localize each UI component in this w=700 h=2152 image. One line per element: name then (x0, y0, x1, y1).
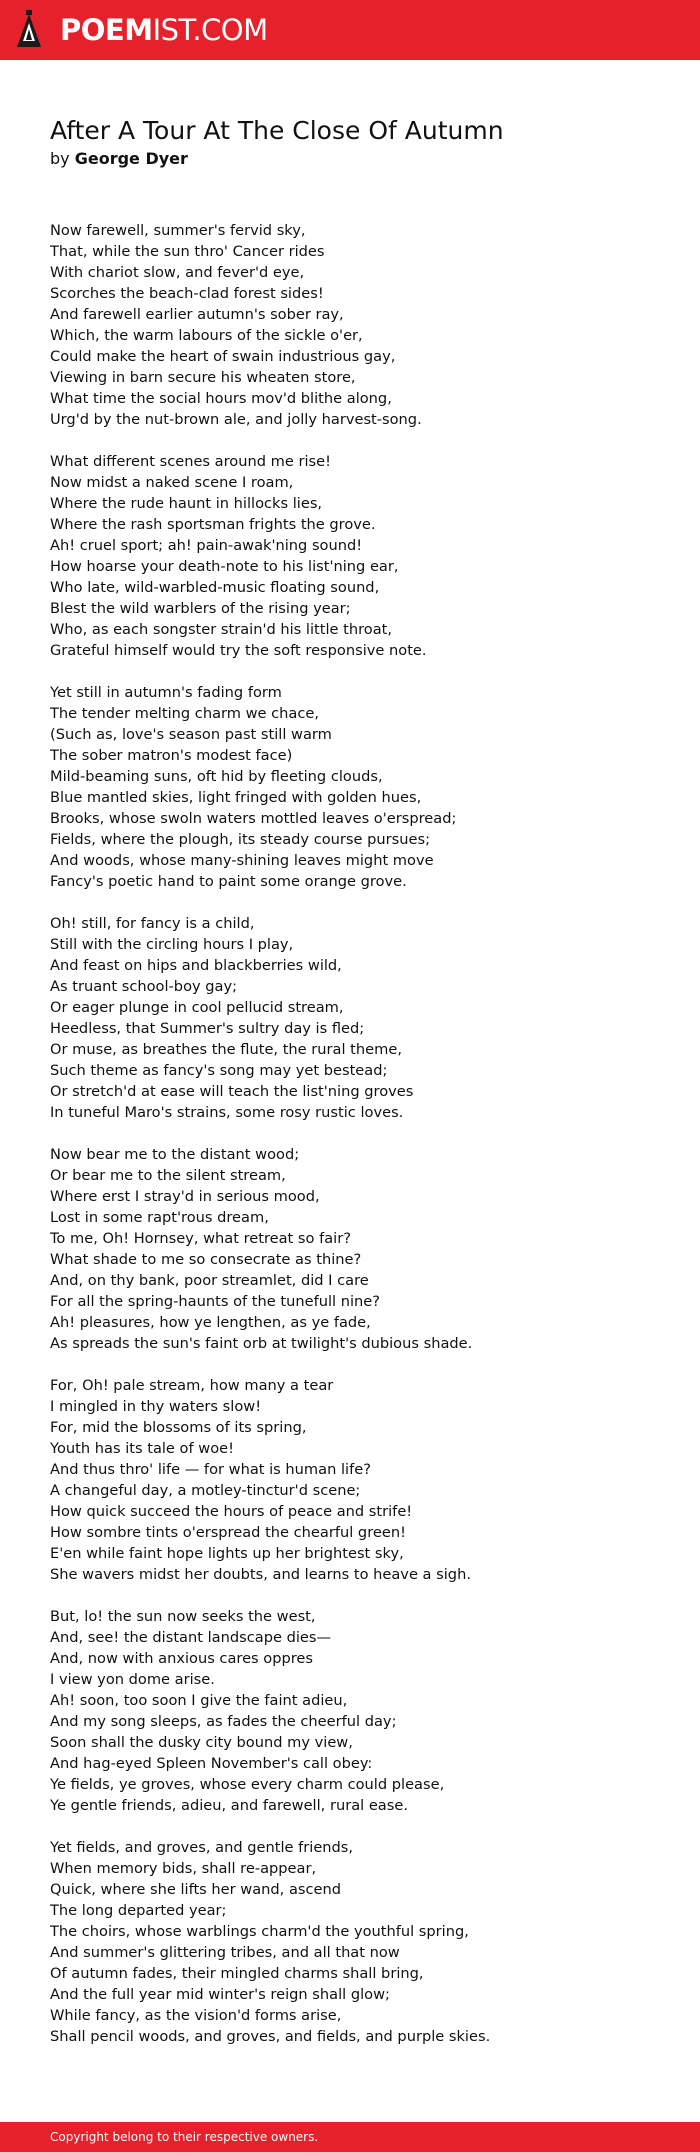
poem-line: And woods, whose many-shining leaves might move (50, 852, 434, 869)
poem-line: Now midst a naked scene I roam, (50, 474, 294, 491)
poem-line: How quick succeed the hours of peace and strife! (50, 1503, 413, 1520)
poem-line: As spreads the sun's faint orb at twilight's dubious shade. (50, 1335, 473, 1352)
stanza (50, 1606, 670, 1816)
poem-line: Youth has its tale of woe! (50, 1440, 234, 1457)
poem-line: Fancy's poetic hand to paint some orange grove. (50, 873, 407, 890)
poem-line: What time the social hours mov'd blithe along, (50, 390, 392, 407)
poem-line: (Such as, love's season past still warm (50, 726, 332, 743)
poem-line: What shade to me so consecrate as thine? (50, 1251, 362, 1268)
poem-line: I mingled in thy waters slow! (50, 1398, 262, 1415)
poem-line: As truant school-boy gay; (50, 978, 238, 995)
site-header (0, 0, 700, 60)
poem-line: Fields, where the plough, its steady course pursues; (50, 831, 430, 848)
poem-line: How hoarse your death-note to his list'ning ear, (50, 558, 399, 575)
poem-line: Or bear me to the silent stream, (50, 1167, 286, 1184)
poem-line: The long departed year; (50, 1902, 227, 1919)
poem-line: The sober matron's modest face) (50, 747, 293, 764)
by-label: by (50, 149, 70, 168)
poem-line: And thus thro' life — for what is human life? (50, 1461, 371, 1478)
poem-line: Who late, wild-warbled-music floating sound, (50, 579, 380, 596)
poem-line: Where the rude haunt in hillocks lies, (50, 495, 323, 512)
poem-line: In tuneful Maro's strains, some rosy rustic loves. (50, 1104, 404, 1121)
poem-header (50, 115, 504, 170)
poem-line: Blest the wild warblers of the rising year; (50, 600, 351, 617)
poem-line: Mild-beaming suns, oft hid by fleeting clouds, (50, 768, 383, 785)
poem-line: Such theme as fancy's song may yet bestead; (50, 1062, 388, 1079)
poem-line: Blue mantled skies, light fringed with golden hues, (50, 789, 422, 806)
poem-line: The choirs, whose warblings charm'd the youthful spring, (50, 1923, 469, 1940)
poem-line: Yet fields, and groves, and gentle friends, (50, 1839, 354, 1856)
stanza (50, 913, 670, 1123)
stanza (50, 1837, 670, 2047)
poem-line: Could make the heart of swain industrious gay, (50, 348, 396, 365)
poem-line: Ye fields, ye groves, whose every charm could please, (50, 1776, 445, 1793)
poem-body (50, 220, 670, 2068)
poem-line: For, mid the blossoms of its spring, (50, 1419, 307, 1436)
logo-bold-text: POEM (60, 13, 153, 47)
stanza (50, 682, 670, 892)
poem-title: After A Tour At The Close Of Autumn (50, 116, 504, 145)
poem-line: Ah! cruel sport; ah! pain-awak'ning sound! (50, 537, 363, 554)
poem-line: E'en while faint hope lights up her brightest sky, (50, 1545, 404, 1562)
poem-line: Ye gentle friends, adieu, and farewell, rural ease. (50, 1797, 408, 1814)
poem-line: How sombre tints o'erspread the chearful green! (50, 1524, 406, 1541)
poem-line: When memory bids, shall re-appear, (50, 1860, 317, 1877)
poem-line: Of autumn fades, their mingled charms shall bring, (50, 1965, 424, 1982)
poem-line: With chariot slow, and fever'd eye, (50, 264, 305, 281)
pen-nib-icon (16, 10, 42, 50)
logo-light-text: IST.COM (152, 13, 268, 47)
copyright-notice: Copyright belong to their respective owners. (50, 2130, 319, 2144)
poem-line: The tender melting charm we chace, (50, 705, 320, 722)
poem-line: Quick, where she lifts her wand, ascend (50, 1881, 342, 1898)
poem-line: Now bear me to the distant wood; (50, 1146, 300, 1163)
poem-line: Lost in some rapt'rous dream, (50, 1209, 269, 1226)
poem-line: Grateful himself would try the soft responsive note. (50, 642, 427, 659)
stanza (50, 220, 670, 430)
poem-line: Ah! soon, too soon I give the faint adieu, (50, 1692, 348, 1709)
poem-line: Urg'd by the nut-brown ale, and jolly harvest-song. (50, 411, 422, 428)
author-name[interactable]: George Dyer (74, 149, 188, 168)
stanza (50, 451, 670, 661)
stanza (50, 1375, 670, 1585)
poem-line: For all the spring-haunts of the tunefull nine? (50, 1293, 380, 1310)
poem-line: And feast on hips and blackberries wild, (50, 957, 342, 974)
poem-line: Who, as each songster strain'd his little throat, (50, 621, 393, 638)
byline (50, 148, 504, 170)
poem-line: Shall pencil woods, and groves, and fields, and purple skies. (50, 2028, 491, 2045)
poem-line: And farewell earlier autumn's sober ray, (50, 306, 344, 323)
poem-line: She wavers midst her doubts, and learns to heave a sigh. (50, 1566, 471, 1583)
poem-line: Or stretch'd at ease will teach the list'ning groves (50, 1083, 414, 1100)
poem-line: But, lo! the sun now seeks the west, (50, 1608, 316, 1625)
poem-line: Soon shall the dusky city bound my view, (50, 1734, 353, 1751)
poem-line: Or muse, as breathes the flute, the rural theme, (50, 1041, 402, 1058)
poem-line: And my song sleeps, as fades the cheerful day; (50, 1713, 397, 1730)
poem-line: And hag-eyed Spleen November's call obey: (50, 1755, 373, 1772)
poem-line: Oh! still, for fancy is a child, (50, 915, 255, 932)
poem-line: While fancy, as the vision'd forms arise, (50, 2007, 342, 2024)
poem-line: To me, Oh! Hornsey, what retreat so fair? (50, 1230, 351, 1247)
site-footer (0, 2122, 700, 2152)
poem-line: Yet still in autumn's fading form (50, 684, 282, 701)
poem-line: A changeful day, a motley-tinctur'd scene; (50, 1482, 361, 1499)
poem-line: For, Oh! pale stream, how many a tear (50, 1377, 334, 1394)
poem-line: And, see! the distant landscape dies— (50, 1629, 332, 1646)
poem-line: I view yon dome arise. (50, 1671, 215, 1688)
stanza (50, 1144, 670, 1354)
poem-line: Still with the circling hours I play, (50, 936, 294, 953)
poem-line: Heedless, that Summer's sultry day is fled; (50, 1020, 365, 1037)
site-logo[interactable] (16, 10, 268, 50)
poem-line: And the full year mid winter's reign shall glow; (50, 1986, 390, 2003)
poem-line: And, now with anxious cares oppres (50, 1650, 314, 1667)
poem-line: Where the rash sportsman frights the grove. (50, 516, 376, 533)
poem-line: Scorches the beach-clad forest sides! (50, 285, 324, 302)
poem-line: Now farewell, summer's fervid sky, (50, 222, 306, 239)
poem-line: Which, the warm labours of the sickle o'er, (50, 327, 363, 344)
logo-wordmark (60, 10, 268, 50)
poem-line: And, on thy bank, poor streamlet, did I care (50, 1272, 369, 1289)
poem-line: Ah! pleasures, how ye lengthen, as ye fade, (50, 1314, 371, 1331)
poem-line: Where erst I stray'd in serious mood, (50, 1188, 320, 1205)
poem-line: And summer's glittering tribes, and all that now (50, 1944, 400, 1961)
poem-line: What different scenes around me rise! (50, 453, 331, 470)
poem-line: Or eager plunge in cool pellucid stream, (50, 999, 344, 1016)
poem-line: Brooks, whose swoln waters mottled leaves o'erspread; (50, 810, 457, 827)
poem-line: That, while the sun thro' Cancer rides (50, 243, 325, 260)
poem-line: Viewing in barn secure his wheaten store, (50, 369, 356, 386)
